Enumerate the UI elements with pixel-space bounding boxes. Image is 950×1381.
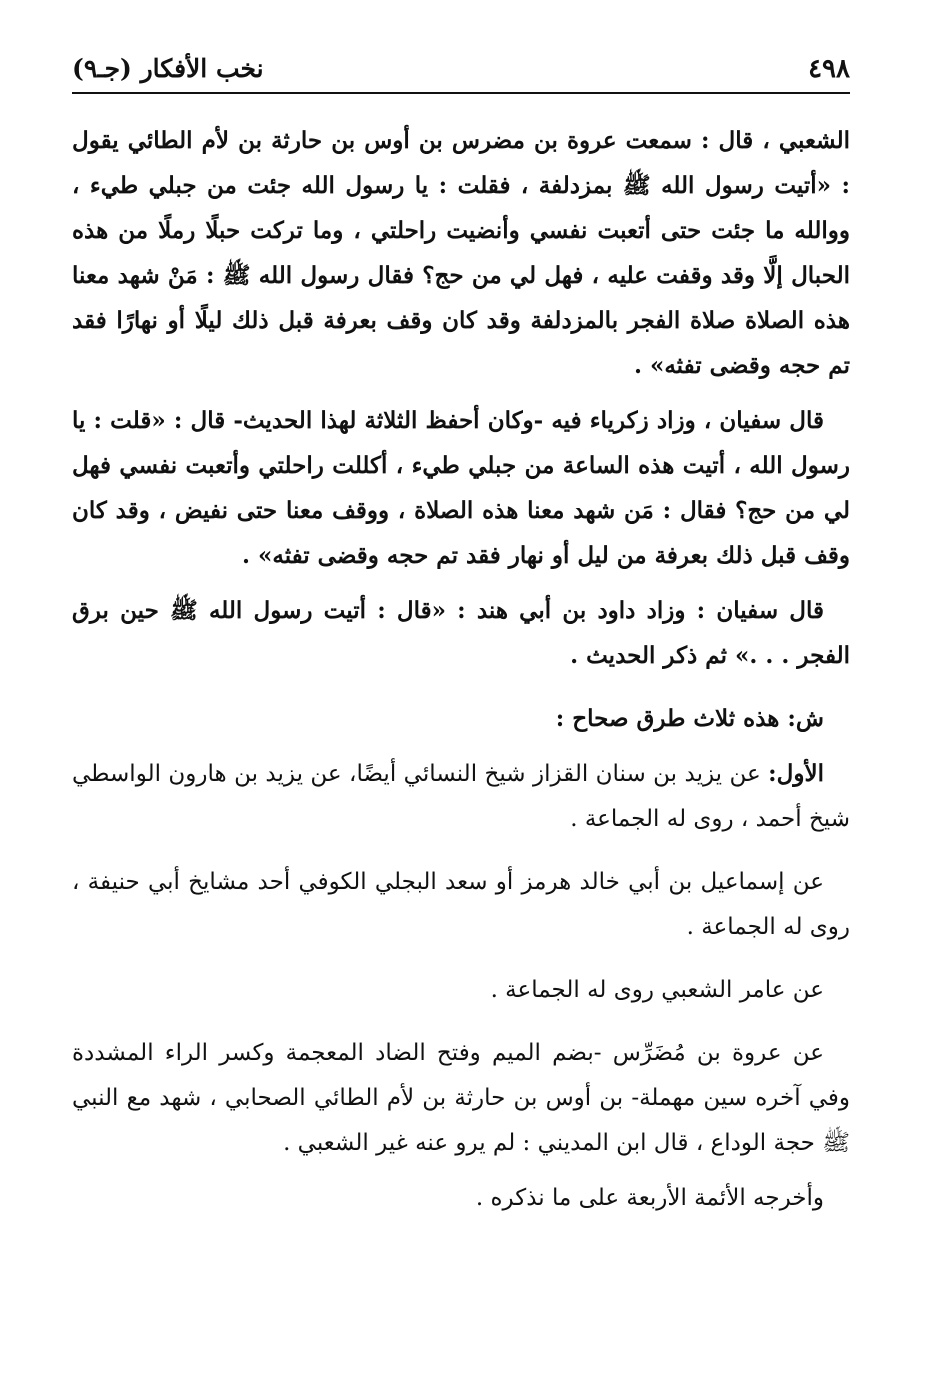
- commentary-paragraph-shabi: عن عامر الشعبي روى له الجماعة .: [490, 977, 824, 1003]
- hadith-paragraph-1: الشعبي ، قال : سمعت عروة بن مضرس بن أوس بن حارثة بن لأم الطائي يقول : «أتيت رسول الله ﷺ بمزدلفة ، فقلت : يا رسول الله جئت من جبلي طيء ، ووالله ما جئت حتى أتعبت نفسي وأنضيت راحلتي ، وما تركت حبلًا رملًا من هذه الحبال إلَّا وقد وقفت عليه ، فهل لي من حج؟ فقال رسول الله ﷺ : مَنْ شهد معنا هذه الصلاة صلاة الفجر بالمزدلفة وقد كان وقف بعرفة قبل ذلك ليلًا أو نهارًا فقد تم حجه وقضى تفثه» .: [72, 127, 850, 379]
- commentary-paragraph-first: [72, 751, 850, 842]
- page-number: ٤٩٨: [808, 54, 850, 84]
- first-chain-text: عن يزيد بن سنان القزاز شيخ النسائي أيضًا، عن يزيد بن هارون الواسطي شيخ أحمد ، روى له الجماعة .: [72, 761, 850, 832]
- page-body: [72, 118, 850, 1221]
- commentary-heading: ش: هذه ثلاث طرق صحاح :: [555, 705, 824, 732]
- commentary-paragraph-urwa: عن عروة بن مُضَرِّس -بضم الميم وفتح الضاد المعجمة وكسر الراء المشددة وفي آخره سين مهملة- بن أوس بن حارثة بن لأم الطائي الصحابي ، شهد مع النبي ﷺ حجة الوداع ، قال ابن المديني : لم يرو عنه غير الشعبي .: [72, 1040, 850, 1156]
- commentary-paragraph-final: وأخرجه الأئمة الأربعة على ما نذكره .: [475, 1185, 824, 1211]
- first-chain-label: الأول:: [768, 760, 824, 787]
- hadith-paragraph-2: قال سفيان ، وزاد زكرياء فيه -وكان أحفظ الثلاثة لهذا الحديث- قال : «قلت : يا رسول الله ، أتيت هذه الساعة من جبلي طيء ، أكللت راحلتي وأتعبت نفسي فهل لي من حج؟ فقال : مَن شهد معنا هذه الصلاة ، ووقف معنا حتى نفيض ، وقد كان وقف قبل ذلك بعرفة من ليل أو نهار فقد تم حجه وقضى تفثه» .: [72, 407, 850, 569]
- hadith-paragraph-3: قال سفيان : وزاد داود بن أبي هند : «قال : أتيت رسول الله ﷺ حين برق الفجر . . .» ثم ذكر الحديث .: [72, 597, 850, 669]
- page-header: [72, 52, 850, 94]
- commentary-paragraph-ismail: عن إسماعيل بن أبي خالد هرمز أو سعد البجلي الكوفي أحد مشايخ أبي حنيفة ، روى له الجماعة .: [72, 869, 850, 940]
- running-title: نخب الأفكار (جـ٩): [72, 54, 264, 83]
